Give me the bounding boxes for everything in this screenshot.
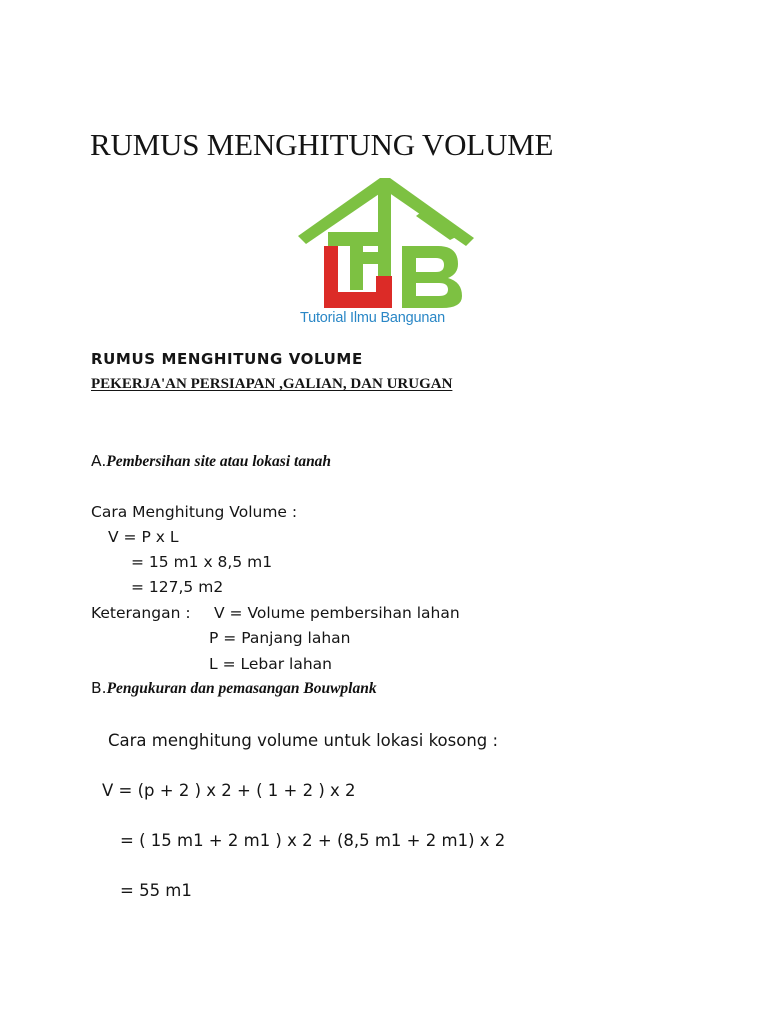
part-b-title: Pengukuran dan pemasangan Bouwplank — [106, 680, 377, 697]
part-b-prefix: B. — [91, 679, 107, 697]
section-subtitle: PEKERJA'AN PERSIAPAN ,GALIAN, DAN URUGAN — [91, 376, 453, 392]
part-a-legend-label: Keterangan : — [91, 604, 191, 622]
document-title: RUMUS MENGHITUNG VOLUME — [90, 127, 554, 162]
part-a-legend-item: L = Lebar lahan — [209, 655, 332, 673]
part-a-formula-line: V = P x L — [108, 528, 179, 546]
part-a-formula-line: = 15 m1 x 8,5 m1 — [131, 553, 273, 571]
part-a-formula-line: = 127,5 m2 — [131, 578, 224, 596]
logo-caption: Tutorial Ilmu Bangunan — [300, 310, 445, 326]
house-logo-icon — [298, 176, 474, 310]
part-b-formula-line: = 55 m1 — [120, 881, 192, 900]
part-b-intro: Cara menghitung volume untuk lokasi kosong : — [108, 731, 499, 750]
part-a-prefix: A. — [91, 452, 107, 470]
part-a-heading — [91, 452, 331, 471]
part-a-legend-item: V = Volume pembersihan lahan — [214, 604, 460, 622]
part-b-formula-line: V = (p + 2 ) x 2 + ( 1 + 2 ) x 2 — [102, 781, 356, 800]
section-title: RUMUS MENGHITUNG VOLUME — [91, 350, 363, 368]
part-b-heading — [91, 679, 377, 698]
part-a-intro: Cara Menghitung Volume : — [91, 503, 298, 521]
part-a-legend-item: P = Panjang lahan — [209, 629, 351, 647]
part-b-formula-line: = ( 15 m1 + 2 m1 ) x 2 + (8,5 m1 + 2 m1) x 2 — [120, 831, 506, 850]
part-a-title: Pembersihan site atau lokasi tanah — [106, 453, 332, 470]
logo — [298, 176, 474, 332]
